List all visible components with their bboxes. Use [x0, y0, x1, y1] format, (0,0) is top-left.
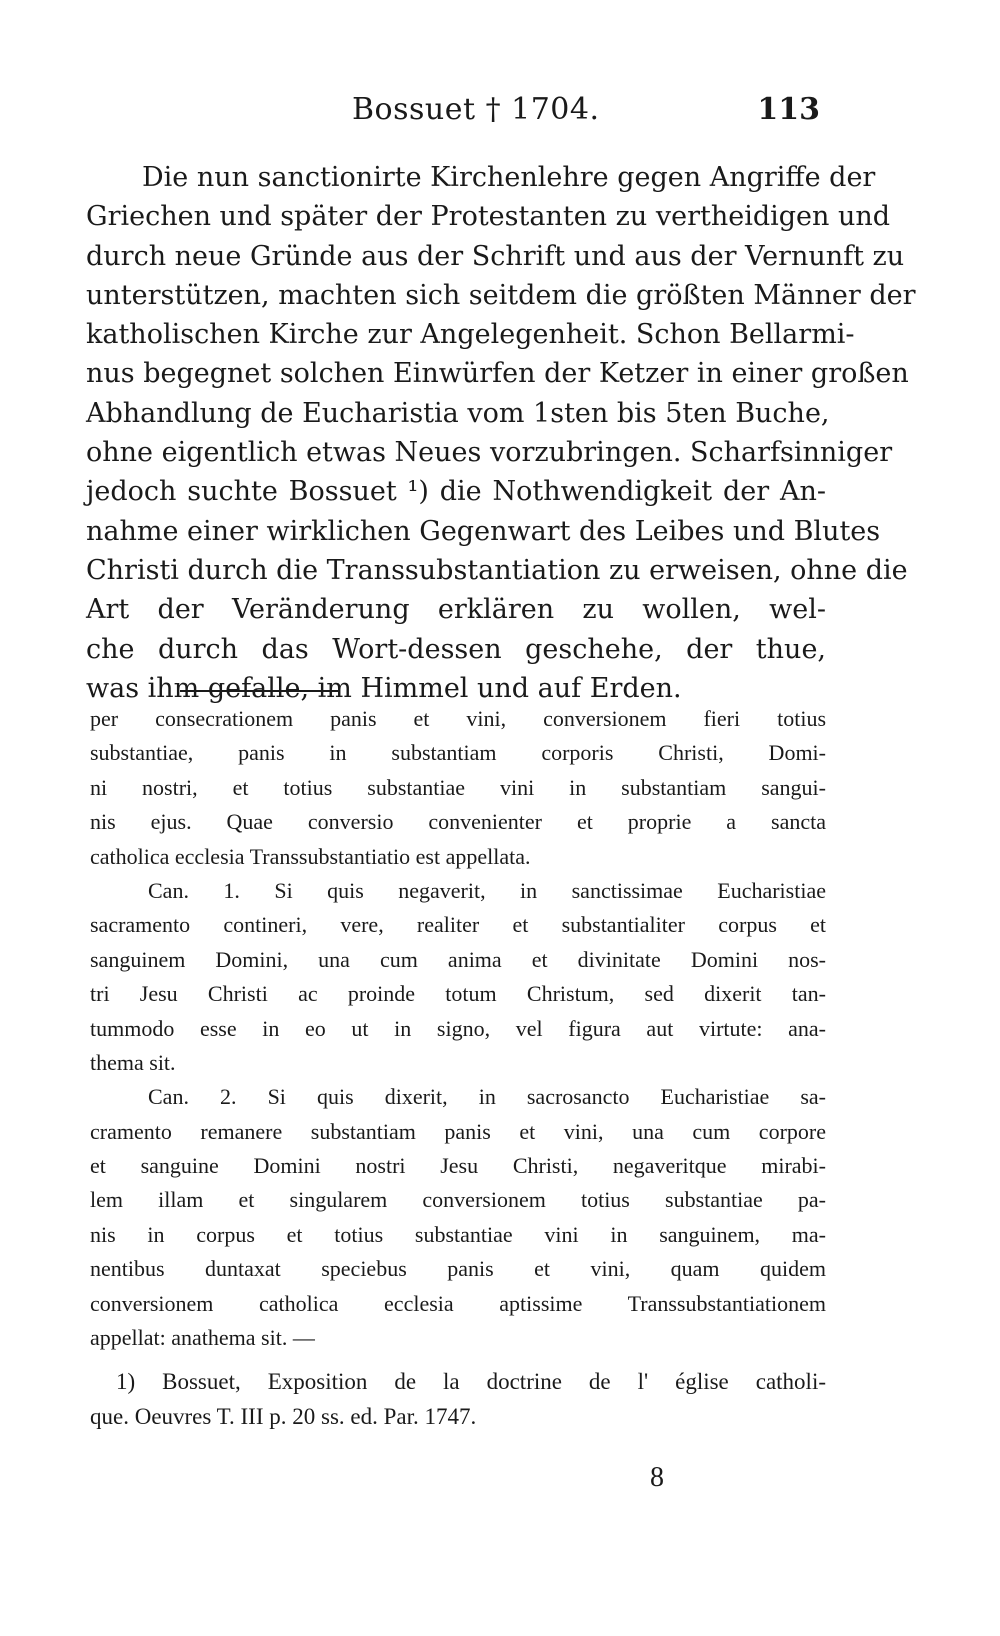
footnote-line: appellat: anathema sit. — [90, 1325, 315, 1351]
footnote-line: sacramento contineri, vere, realiter et substantialiter corpus et [90, 912, 826, 938]
text-line: nus begegnet solchen Einwürfen der Ketzer in einer großen [86, 358, 909, 390]
text-line: was ihm gefalle, im Himmel und auf Erden. [86, 672, 682, 704]
spacer [90, 1355, 826, 1365]
footnote-line: Can. 1. Si quis negaverit, in sanctissimae Eucharistiae [148, 877, 826, 903]
running-title: Bossuet † 1704. [352, 92, 600, 127]
footnote-line: et sanguine Domini nostri Jesu Christi, negaveritque mirabi- [90, 1153, 826, 1179]
text-line: Die nun sanctionirte Kirchenlehre gegen Angriffe der [142, 162, 876, 193]
footnote-line: per consecrationem panis et vini, conversionem fieri totius [90, 706, 826, 731]
running-head [0, 92, 1000, 132]
note-line: que. Oeuvres T. III p. 20 ss. ed. Par. 1747. [90, 1403, 477, 1429]
signature-mark: 8 [650, 1462, 664, 1493]
footnote-line: tummodo esse in eo ut in signo, vel figura aut virtute: ana- [90, 1015, 826, 1041]
footnote-block [90, 702, 826, 1434]
footnote-line: nis in corpus et totius substantiae vini in sanguinem, ma- [90, 1221, 826, 1247]
footnote-line: nis ejus. Quae conversio convenienter et proprie a sancta [90, 809, 826, 835]
footnote-line: nentibus duntaxat speciebus panis et vini, quam quidem [90, 1256, 826, 1282]
text-line: katholischen Kirche zur Angelegenheit. Schon Bellarmi- [86, 319, 855, 351]
note-line: 1) Bossuet, Exposition de la doctrine de l' église catholi- [116, 1369, 826, 1395]
main-paragraph [86, 158, 916, 708]
footnote-line: ni nostri, et totius substantiae vini in substantiam sangui- [90, 774, 826, 800]
text-line: che durch das Wort-dessen geschehe, der thue, [86, 633, 826, 665]
text-line: nahme einer wirklichen Gegenwart des Leibes und Blutes [86, 515, 881, 547]
footnote-line: lem illam et singularem conversionem totius substantiae pa- [90, 1187, 826, 1213]
footnote-line: sanguinem Domini, una cum anima et divinitate Domini nos- [90, 946, 826, 972]
text-line: ohne eigentlich etwas Neues vorzubringen. Scharfsinniger [86, 437, 893, 469]
text-line: Griechen und später der Protestanten zu vertheidigen und [86, 201, 891, 233]
footnote-line: substantiae, panis in substantiam corporis Christi, Domi- [90, 740, 826, 766]
text-line: Christi durch die Transsubstantiation zu erweisen, ohne die [86, 554, 908, 586]
text-line: Abhandlung de Eucharistia vom 1sten bis 5ten Buche, [86, 397, 830, 429]
footnote-separator [180, 690, 338, 692]
text-line: durch neue Gründe aus der Schrift und aus der Vernunft zu [86, 240, 905, 272]
page-number: 113 [757, 92, 820, 127]
footnote-line: catholica ecclesia Transsubstantiatio est appellata. [90, 843, 531, 869]
footnote-line: thema sit. [90, 1049, 176, 1075]
footnote-line: tri Jesu Christi ac proinde totum Christum, sed dixerit tan- [90, 981, 826, 1007]
footnote-line: conversionem catholica ecclesia aptissime Transsubstantiationem [90, 1290, 826, 1316]
text-line: jedoch suchte Bossuet ¹) die Nothwendigkeit der An- [86, 476, 826, 508]
text-line: Art der Veränderung erklären zu wollen, wel- [86, 594, 826, 626]
footnote-line: cramento remanere substantiam panis et vini, una cum corpore [90, 1118, 826, 1144]
text-line: unterstützen, machten sich seitdem die größten Männer der [86, 279, 916, 311]
footnote-line: Can. 2. Si quis dixerit, in sacrosancto Eucharistiae sa- [148, 1084, 826, 1110]
